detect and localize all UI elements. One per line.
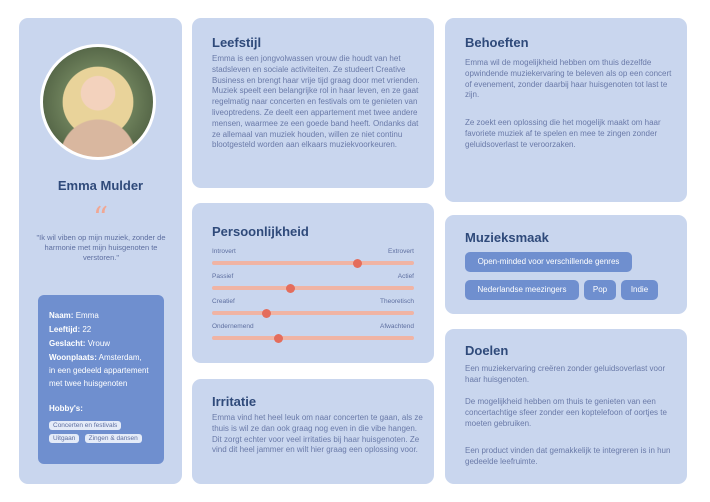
- leefstijl-title: Leefstijl: [212, 35, 262, 50]
- irritatie-card: [192, 379, 434, 484]
- hobby-tags-row1: [49, 418, 161, 431]
- hobby-tag: Uitgaan: [49, 434, 79, 443]
- irritatie-text: Emma vind het heel leuk om naar concerten te gaan, als ze thuis is wil ze dan ook graag nog even in die vibe hangen. Dit zorgt echter voor veel irritaties bij haar huisgenoten. Ze vind dit heel jammer en wilt hier graag een oplossing voor.: [212, 413, 423, 455]
- behoeften-card: [445, 18, 687, 202]
- profile-card: [19, 18, 182, 484]
- slider-right-label: Afwachtend: [380, 323, 414, 330]
- slider-left-label: Creatief: [212, 298, 235, 305]
- doelen-text3: Een product vinden dat gemakkelijk te integreren is in hun gedeelde leefruimte.: [465, 446, 671, 466]
- slider-left-label: Passief: [212, 273, 234, 280]
- genre-tag: Open-minded voor verschillende genres: [465, 252, 632, 272]
- slider-right-label: Extrovert: [387, 248, 414, 255]
- genre-tag: Indie: [621, 280, 658, 300]
- slider-left-label: Ondernemend: [212, 323, 254, 330]
- doelen-text1: Een muziekervaring creëren zonder geluidsoverlast voor haar huisgenoten.: [465, 364, 666, 384]
- slider-track: [212, 336, 414, 340]
- hobby-tag: Zingen & dansen: [85, 434, 142, 443]
- genre-tag: Pop: [584, 280, 616, 300]
- hobby-tag: Concerten en festivals: [49, 421, 121, 430]
- quote-icon: “: [92, 201, 109, 236]
- slider-right-label: Actief: [397, 273, 414, 280]
- slider-right-label: Theoretisch: [380, 298, 414, 305]
- doelen-card: [445, 329, 687, 484]
- persona-name: Emma Mulder: [57, 178, 144, 193]
- info-box: [38, 295, 164, 464]
- info-naam: Naam: Emma: [49, 311, 99, 320]
- irritatie-title: Irritatie: [212, 394, 257, 409]
- genre-tag: Nederlandse meezingers: [465, 280, 579, 300]
- behoeften-text2: Ze zoekt een oplossing die het mogelijk maakt om haar favoriete muziek af te spelen en mee te zingen zonder geluidsoverlast te veroorzaken.: [465, 118, 661, 149]
- leefstijl-text: Emma is een jongvolwassen vrouw die houdt van het stadsleven en sociale activiteiten. Ze studeert Creative Business en brengt haar vrije tijd graag door met vrienden. Muziek speelt een belangrijke rol in haar leven, en ze gaat regelmatig naar concerten en festivals om te genieten van liveoptredens. Ze deelt een appartement met twee andere mensen, waarmee ze een goede band heeft. Ondanks dat ze allemaal van muziek houden, willen ze niet continu blootgesteld worden aan elkaars muziekvoorkeuren.: [212, 54, 420, 150]
- persoonlijkheid-card: [192, 203, 434, 363]
- muzieksmaak-title: Muzieksmaak: [465, 230, 549, 245]
- muzieksmaak-card: [445, 215, 687, 314]
- hobby-tags-row2: [49, 431, 161, 444]
- doelen-text2: De mogelijkheid hebben om thuis te genieten van een concertachtige sfeer zonder een koptelefoon of oortjes te moeten gebruiken.: [465, 397, 667, 428]
- persona-quote: "Ik wil viben op mijn muziek, zonder de harmonie met mijn huisgenoten te verstoren.": [36, 233, 166, 262]
- behoeften-text1: Emma wil de mogelijkheid hebben om thuis dezelfde opwindende muziekervaring te beleven als op een concert of evenement, zonder daarbij haar huisgenoten tot last te zijn.: [465, 58, 672, 100]
- slider-track: [212, 261, 414, 265]
- behoeften-title: Behoeften: [465, 35, 529, 50]
- slider-knob: [286, 284, 295, 293]
- info-woonplaats-line3: met twee huisgenoten: [49, 379, 128, 388]
- info-hobbys-label: Hobby's:: [49, 404, 83, 413]
- persoonlijkheid-title: Persoonlijkheid: [212, 224, 309, 239]
- info-woonplaats: Woonplaats: Amsterdam,: [49, 353, 142, 362]
- slider-track: [212, 286, 414, 290]
- slider-left-label: Introvert: [212, 248, 236, 255]
- leefstijl-card: [192, 18, 434, 188]
- slider-track: [212, 311, 414, 315]
- slider-knob: [274, 334, 283, 343]
- avatar: [40, 44, 156, 160]
- info-woonplaats-line2: in een gedeeld appartement: [49, 366, 149, 375]
- doelen-title: Doelen: [465, 343, 509, 358]
- info-leeftijd: Leeftijd: 22: [49, 325, 92, 334]
- slider-knob: [353, 259, 362, 268]
- slider-knob: [262, 309, 271, 318]
- info-geslacht: Geslacht: Vrouw: [49, 339, 111, 348]
